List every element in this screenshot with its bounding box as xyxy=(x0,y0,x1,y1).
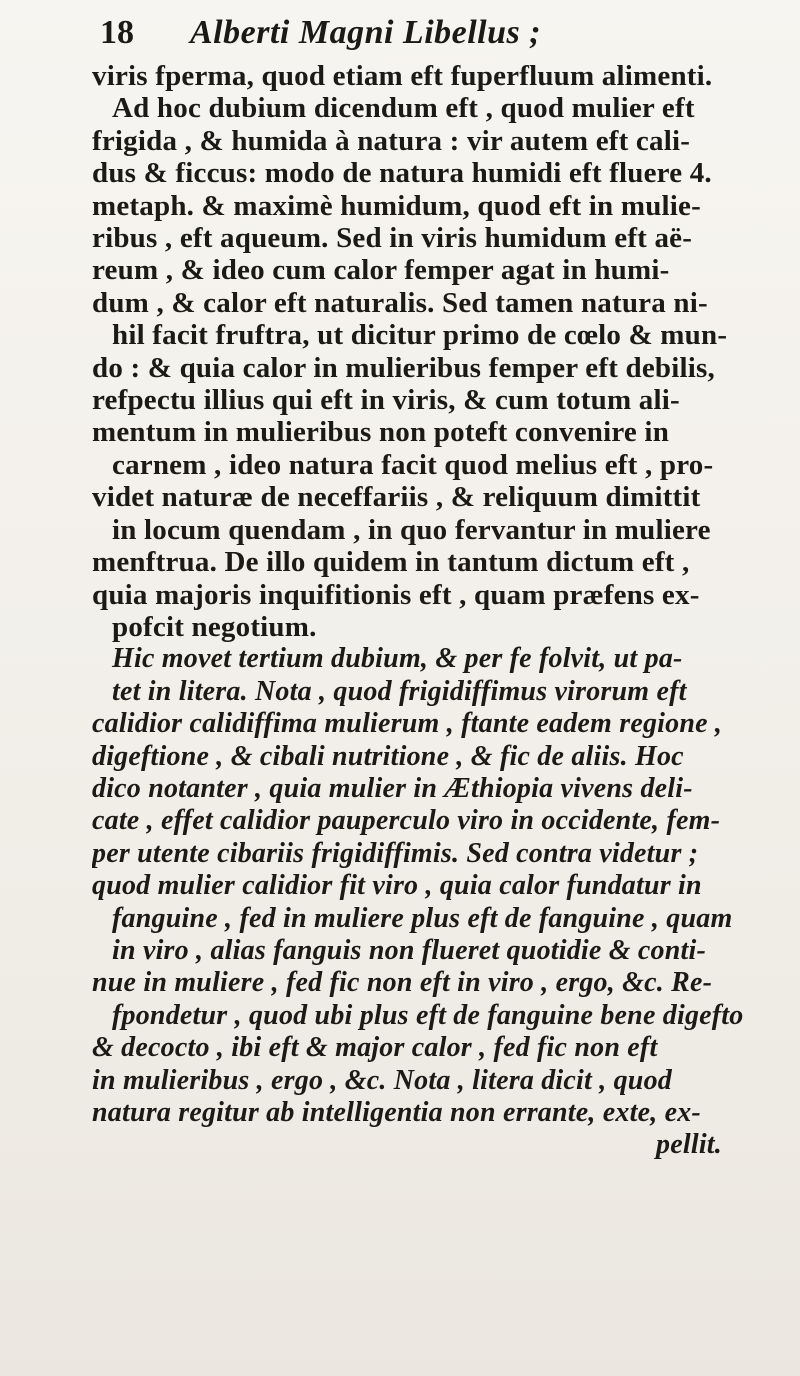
text-line: hil facit fruftra, ut dicitur primo de cœlo & mun- xyxy=(112,319,728,352)
text-line: pofcit negotium. xyxy=(112,610,317,643)
text-line: videt naturæ de neceffariis , & reliquum dimittit xyxy=(92,481,701,514)
text-line: tet in litera. Nota , quod frigidiffimus virorum eft xyxy=(112,675,687,707)
text-line: digeftione , & cibali nutritione , & fic de aliis. Hoc xyxy=(92,740,684,772)
text-line: quia majoris inquifitionis eft , quam præfens ex- xyxy=(92,578,700,611)
text-line: refpectu illius qui eft in viris, & cum totum ali- xyxy=(92,384,680,417)
running-title: Alberti Magni Libellus ; xyxy=(190,14,542,51)
text-line: metaph. & maximè humidum, quod eft in mulie- xyxy=(92,189,701,222)
page-header xyxy=(100,14,660,52)
text-line: fanguine , fed in muliere plus eft de fanguine , quam xyxy=(112,902,733,934)
page-number: 18 xyxy=(100,14,134,51)
text-line: viris fperma, quod etiam eft fuperfluum alimenti. xyxy=(92,60,713,92)
text-line: cate , effet calidior pauperculo viro in occidente, fem- xyxy=(92,805,721,837)
text-line: reum , & ideo cum calor femper agat in humi- xyxy=(92,254,670,287)
text-line: pellit. xyxy=(656,1129,722,1161)
text-line: calidior calidiffima mulierum , ftante eadem regione , xyxy=(92,708,723,740)
text-line: Hic movet tertium dubium, & per fe folvit, ut pa- xyxy=(112,643,683,675)
text-line: per utente cibariis frigidiffimis. Sed contra videtur ; xyxy=(92,837,699,869)
text-line: frigida , & humida à natura : vir autem eft cali- xyxy=(92,124,691,157)
text-line: in locum quendam , in quo fervantur in muliere xyxy=(112,513,711,546)
text-line: fpondetur , quod ubi plus eft de fanguine bene digefto xyxy=(112,999,744,1031)
body-text xyxy=(92,60,772,1162)
text-line: natura regitur ab intelligentia non errante, exte, ex- xyxy=(92,1097,701,1128)
text-line: carnem , ideo natura facit quod melius eft , pro- xyxy=(112,448,714,481)
text-line: ribus , eft aqueum. Sed in viris humidum eft aë- xyxy=(92,222,693,255)
text-line: dus & ficcus: modo de natura humidi eft fluere 4. xyxy=(92,157,712,190)
text-line: menftrua. De illo quidem in tantum dictum eft , xyxy=(92,546,690,579)
text-line: in viro , alias fanguis non flueret quotidie & conti- xyxy=(112,934,707,966)
text-line: Ad hoc dubium dicendum eft , quod mulier eft xyxy=(112,92,695,125)
text-line: quod mulier calidior fit viro , quia calor fundatur in xyxy=(92,870,702,902)
text-line: & decocto , ibi eft & major calor , fed fic non eft xyxy=(92,1032,658,1064)
text-line: dico notanter , quia mulier in Æthiopia vivens deli- xyxy=(92,772,693,804)
text-line: do : & quia calor in mulieribus femper eft debilis, xyxy=(92,351,715,384)
text-line: mentum in mulieribus non poteft convenire in xyxy=(92,416,670,449)
text-line: in mulieribus , ergo , &c. Nota , litera dicit , quod xyxy=(92,1064,672,1096)
text-line: dum , & calor eft naturalis. Sed tamen natura ni- xyxy=(92,286,708,319)
text-line: nue in muliere , fed fic non eft in viro , ergo, &c. Re- xyxy=(92,967,713,999)
